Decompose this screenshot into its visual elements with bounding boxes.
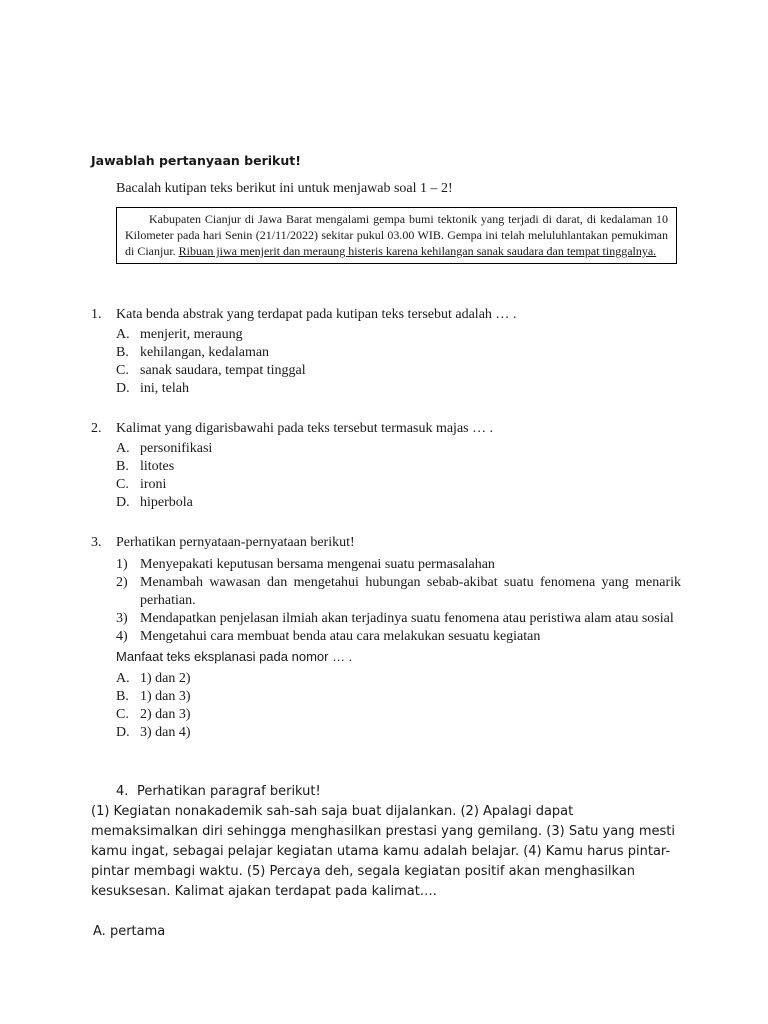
statement-number: 4) <box>116 629 128 644</box>
option-d[interactable] <box>116 494 681 512</box>
option-text: sanak saudara, tempat tinggal <box>140 363 306 378</box>
question-number: 3. <box>91 535 102 550</box>
statement-item <box>116 556 681 574</box>
question-prompt: Manfaat teks eksplanasi pada nomor … . <box>116 649 353 664</box>
option-a[interactable] <box>116 670 681 688</box>
option-text: pertama <box>109 924 166 939</box>
option-letter: D. <box>116 495 130 510</box>
passage-intro: Bacalah kutipan teks berikut ini untuk menjawab soal 1 – 2! <box>116 181 453 196</box>
passage-underlined-sentence: Ribuan jiwa menjerit dan meraung histeris karena kehilangan sanak saudara dan tempat tinggalnya. <box>178 244 657 258</box>
option-letter: B. <box>116 459 129 474</box>
option-text: ini, telah <box>140 381 189 396</box>
option-b[interactable] <box>116 688 681 706</box>
option-list <box>116 670 681 742</box>
option-c[interactable] <box>116 706 681 724</box>
option-letter: A. <box>93 924 106 939</box>
option-b[interactable] <box>116 344 681 362</box>
question-4 <box>91 782 681 942</box>
option-list <box>116 326 681 398</box>
option-letter: C. <box>116 363 129 378</box>
statement-text: Menyepakati keputusan bersama mengenai suatu permasalahan <box>140 557 495 572</box>
option-list <box>116 440 681 512</box>
option-a[interactable] <box>116 326 681 344</box>
question-number: 4. <box>116 784 129 799</box>
option-text: personifikasi <box>140 441 213 456</box>
option-text: 1) dan 3) <box>140 689 191 704</box>
question-text: Perhatikan paragraf berikut! <box>137 784 321 799</box>
option-letter: C. <box>116 707 129 722</box>
statement-number: 2) <box>116 575 128 590</box>
option-c[interactable] <box>116 362 681 380</box>
option-letter: A. <box>116 671 130 686</box>
question-3 <box>91 534 681 742</box>
option-letter: D. <box>116 381 130 396</box>
option-text: 1) dan 2) <box>140 671 191 686</box>
statement-item <box>116 574 681 610</box>
option-text: kehilangan, kedalaman <box>140 345 270 360</box>
option-b[interactable] <box>116 458 681 476</box>
statement-text: Menambah wawasan dan mengetahui hubungan sebab-akibat suatu fenomena yang menarik perhatian. <box>140 575 681 608</box>
option-text: litotes <box>140 459 175 474</box>
passage-text: Kabupaten Cianjur di Jawa Barat mengalami gempa bumi tektonik yang terjadi di darat, di kedalaman 10 Kilometer pada hari Senin (21/11/2022) sekitar pukul 03.00 WIB. Gempa ini telah meluluhlantakan pemukiman di Cianjur. <box>125 212 668 258</box>
instruction-heading: Jawablah pertanyaan berikut! <box>91 153 301 168</box>
option-d[interactable] <box>116 380 681 398</box>
question-number: 2. <box>91 421 102 436</box>
option-text: 3) dan 4) <box>140 725 191 740</box>
question-2 <box>91 420 681 512</box>
statement-item <box>116 610 681 628</box>
statement-number: 3) <box>116 611 128 626</box>
option-text: hiperbola <box>140 495 193 510</box>
option-a[interactable] <box>91 922 681 942</box>
question-number: 1. <box>91 307 102 322</box>
statement-item <box>116 628 681 646</box>
option-letter: A. <box>116 327 130 342</box>
statement-text: Mendapatkan penjelasan ilmiah akan terjadinya suatu fenomena atau peristiwa alam atau sosial <box>140 611 674 626</box>
option-letter: B. <box>116 345 129 360</box>
option-text: menjerit, meraung <box>140 327 243 342</box>
statement-number: 1) <box>116 557 128 572</box>
question-text: Kata benda abstrak yang terdapat pada kutipan teks tersebut adalah … . <box>116 307 517 322</box>
option-text: ironi <box>140 477 167 492</box>
option-d[interactable] <box>116 724 681 742</box>
option-letter: A. <box>116 441 130 456</box>
option-c[interactable] <box>116 476 681 494</box>
question-text: Kalimat yang digarisbawahi pada teks tersebut termasuk majas … . <box>116 421 494 436</box>
question-1 <box>91 306 681 398</box>
option-letter: B. <box>116 689 129 704</box>
question-text: Perhatikan pernyataan-pernyataan berikut! <box>116 535 355 550</box>
passage-box <box>116 207 677 264</box>
option-letter: D. <box>116 725 130 740</box>
statement-list <box>91 556 681 646</box>
option-a[interactable] <box>116 440 681 458</box>
option-letter: C. <box>116 477 129 492</box>
question-paragraph: (1) Kegiatan nonakademik sah-sah saja buat dijalankan. (2) Apalagi dapat memaksimalkan diri sehingga menghasilkan prestasi yang gemilang. (3) Satu yang mesti kamu ingat, sebagai pelajar kegiatan utama kamu adalah belajar. (4) Kamu harus pintar-pintar membagi waktu. (5) Percaya deh, segala kegiatan positif akan menghasilkan kesuksesan. Kalimat ajakan terdapat pada kalimat…. <box>91 804 675 899</box>
option-text: 2) dan 3) <box>140 707 191 722</box>
statement-text: Mengetahui cara membuat benda atau cara melakukan sesuatu kegiatan <box>140 629 541 644</box>
